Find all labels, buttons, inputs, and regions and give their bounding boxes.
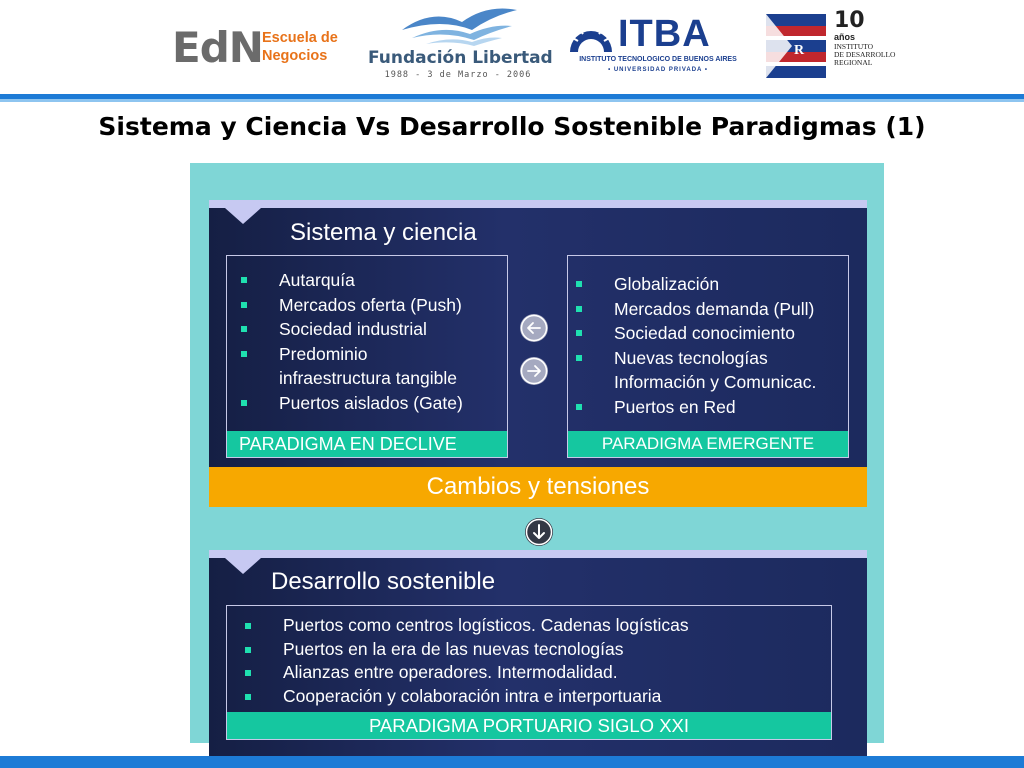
list-item: Puertos aislados (Gate) bbox=[241, 391, 463, 416]
arrow-down-icon bbox=[525, 518, 553, 546]
declive-box bbox=[226, 255, 508, 458]
list-item-text: Predominio bbox=[279, 343, 368, 364]
list-item bbox=[241, 342, 463, 391]
panel-top-bar bbox=[209, 200, 867, 208]
list-item-text: Nuevas tecnologías bbox=[614, 347, 768, 368]
itba-name: ITBA bbox=[618, 13, 711, 55]
sistema-heading: Sistema y ciencia bbox=[290, 219, 477, 246]
list-item: Sociedad industrial bbox=[241, 317, 463, 342]
svg-text:R: R bbox=[794, 43, 805, 58]
itba-subtitle: INSTITUTO TECNOLOGICO DE BUENOS AIRES bbox=[579, 56, 737, 63]
edn-text bbox=[262, 29, 338, 65]
idr-line2: DE DESARROLLO bbox=[834, 50, 896, 59]
panel-notch bbox=[225, 558, 261, 574]
arrow-right-icon bbox=[520, 357, 548, 385]
idr-text bbox=[834, 43, 895, 67]
edn-line2: Negocios bbox=[262, 48, 328, 64]
list-item-continuation: infraestructura tangible bbox=[279, 368, 458, 388]
list-item-continuation: Información y Comunicac. bbox=[614, 372, 817, 392]
idr-line1: INSTITUTO bbox=[834, 42, 874, 51]
list-item: Puertos como centros logísticos. Cadenas logísticas bbox=[245, 614, 689, 638]
panel-top-bar bbox=[209, 550, 867, 558]
panel-notch bbox=[225, 208, 261, 224]
edn-mark: EdN bbox=[172, 23, 263, 72]
itba-logo bbox=[566, 14, 750, 76]
emergente-list bbox=[576, 272, 816, 419]
cambios-bar: Cambios y tensiones bbox=[209, 467, 867, 507]
fundacion-libertad-logo bbox=[368, 2, 553, 88]
idr-logo bbox=[762, 10, 912, 82]
fundacion-name: Fundación Libertad bbox=[368, 48, 553, 68]
declive-list bbox=[241, 268, 463, 415]
emergente-label: PARADIGMA EMERGENTE bbox=[568, 431, 848, 457]
idr-emblem-icon bbox=[762, 10, 830, 82]
siglo-xxi-label: PARADIGMA PORTUARIO SIGLO XXI bbox=[227, 712, 831, 739]
idr-number: 10 bbox=[834, 8, 865, 33]
emergente-box bbox=[567, 255, 849, 458]
footer-strip bbox=[0, 756, 1024, 768]
arrow-left-icon bbox=[520, 314, 548, 342]
desarrollo-heading: Desarrollo sostenible bbox=[271, 568, 496, 595]
declive-label: PARADIGMA EN DECLIVE bbox=[227, 431, 507, 457]
list-item: Mercados demanda (Pull) bbox=[576, 297, 816, 322]
list-item: Puertos en Red bbox=[576, 395, 816, 420]
list-item: Puertos en la era de las nuevas tecnologías bbox=[245, 638, 689, 662]
itba-subtitle2: • UNIVERSIDAD PRIVADA • bbox=[608, 67, 708, 73]
slide-title: Sistema y Ciencia Vs Desarrollo Sostenible Paradigmas (1) bbox=[98, 112, 926, 141]
list-item: Alianzas entre operadores. Intermodalidad. bbox=[245, 661, 689, 685]
edn-line1: Escuela de bbox=[262, 30, 338, 46]
bird-icon bbox=[392, 2, 522, 46]
header-logos bbox=[0, 0, 1024, 95]
list-item: Mercados oferta (Push) bbox=[241, 293, 463, 318]
idr-line3: REGIONAL bbox=[834, 58, 873, 67]
fundacion-date: 1988 - 3 de Marzo - 2006 bbox=[384, 70, 532, 80]
itba-emblem-icon bbox=[566, 18, 616, 54]
list-item: Globalización bbox=[576, 272, 816, 297]
header-separator-light bbox=[0, 99, 1024, 102]
idr-anos: años bbox=[834, 32, 856, 42]
list-item: Cooperación y colaboración intra e interportuaria bbox=[245, 685, 689, 709]
siglo-xxi-list bbox=[245, 614, 689, 708]
list-item: Autarquía bbox=[241, 268, 463, 293]
list-item bbox=[576, 346, 816, 395]
list-item: Sociedad conocimiento bbox=[576, 321, 816, 346]
